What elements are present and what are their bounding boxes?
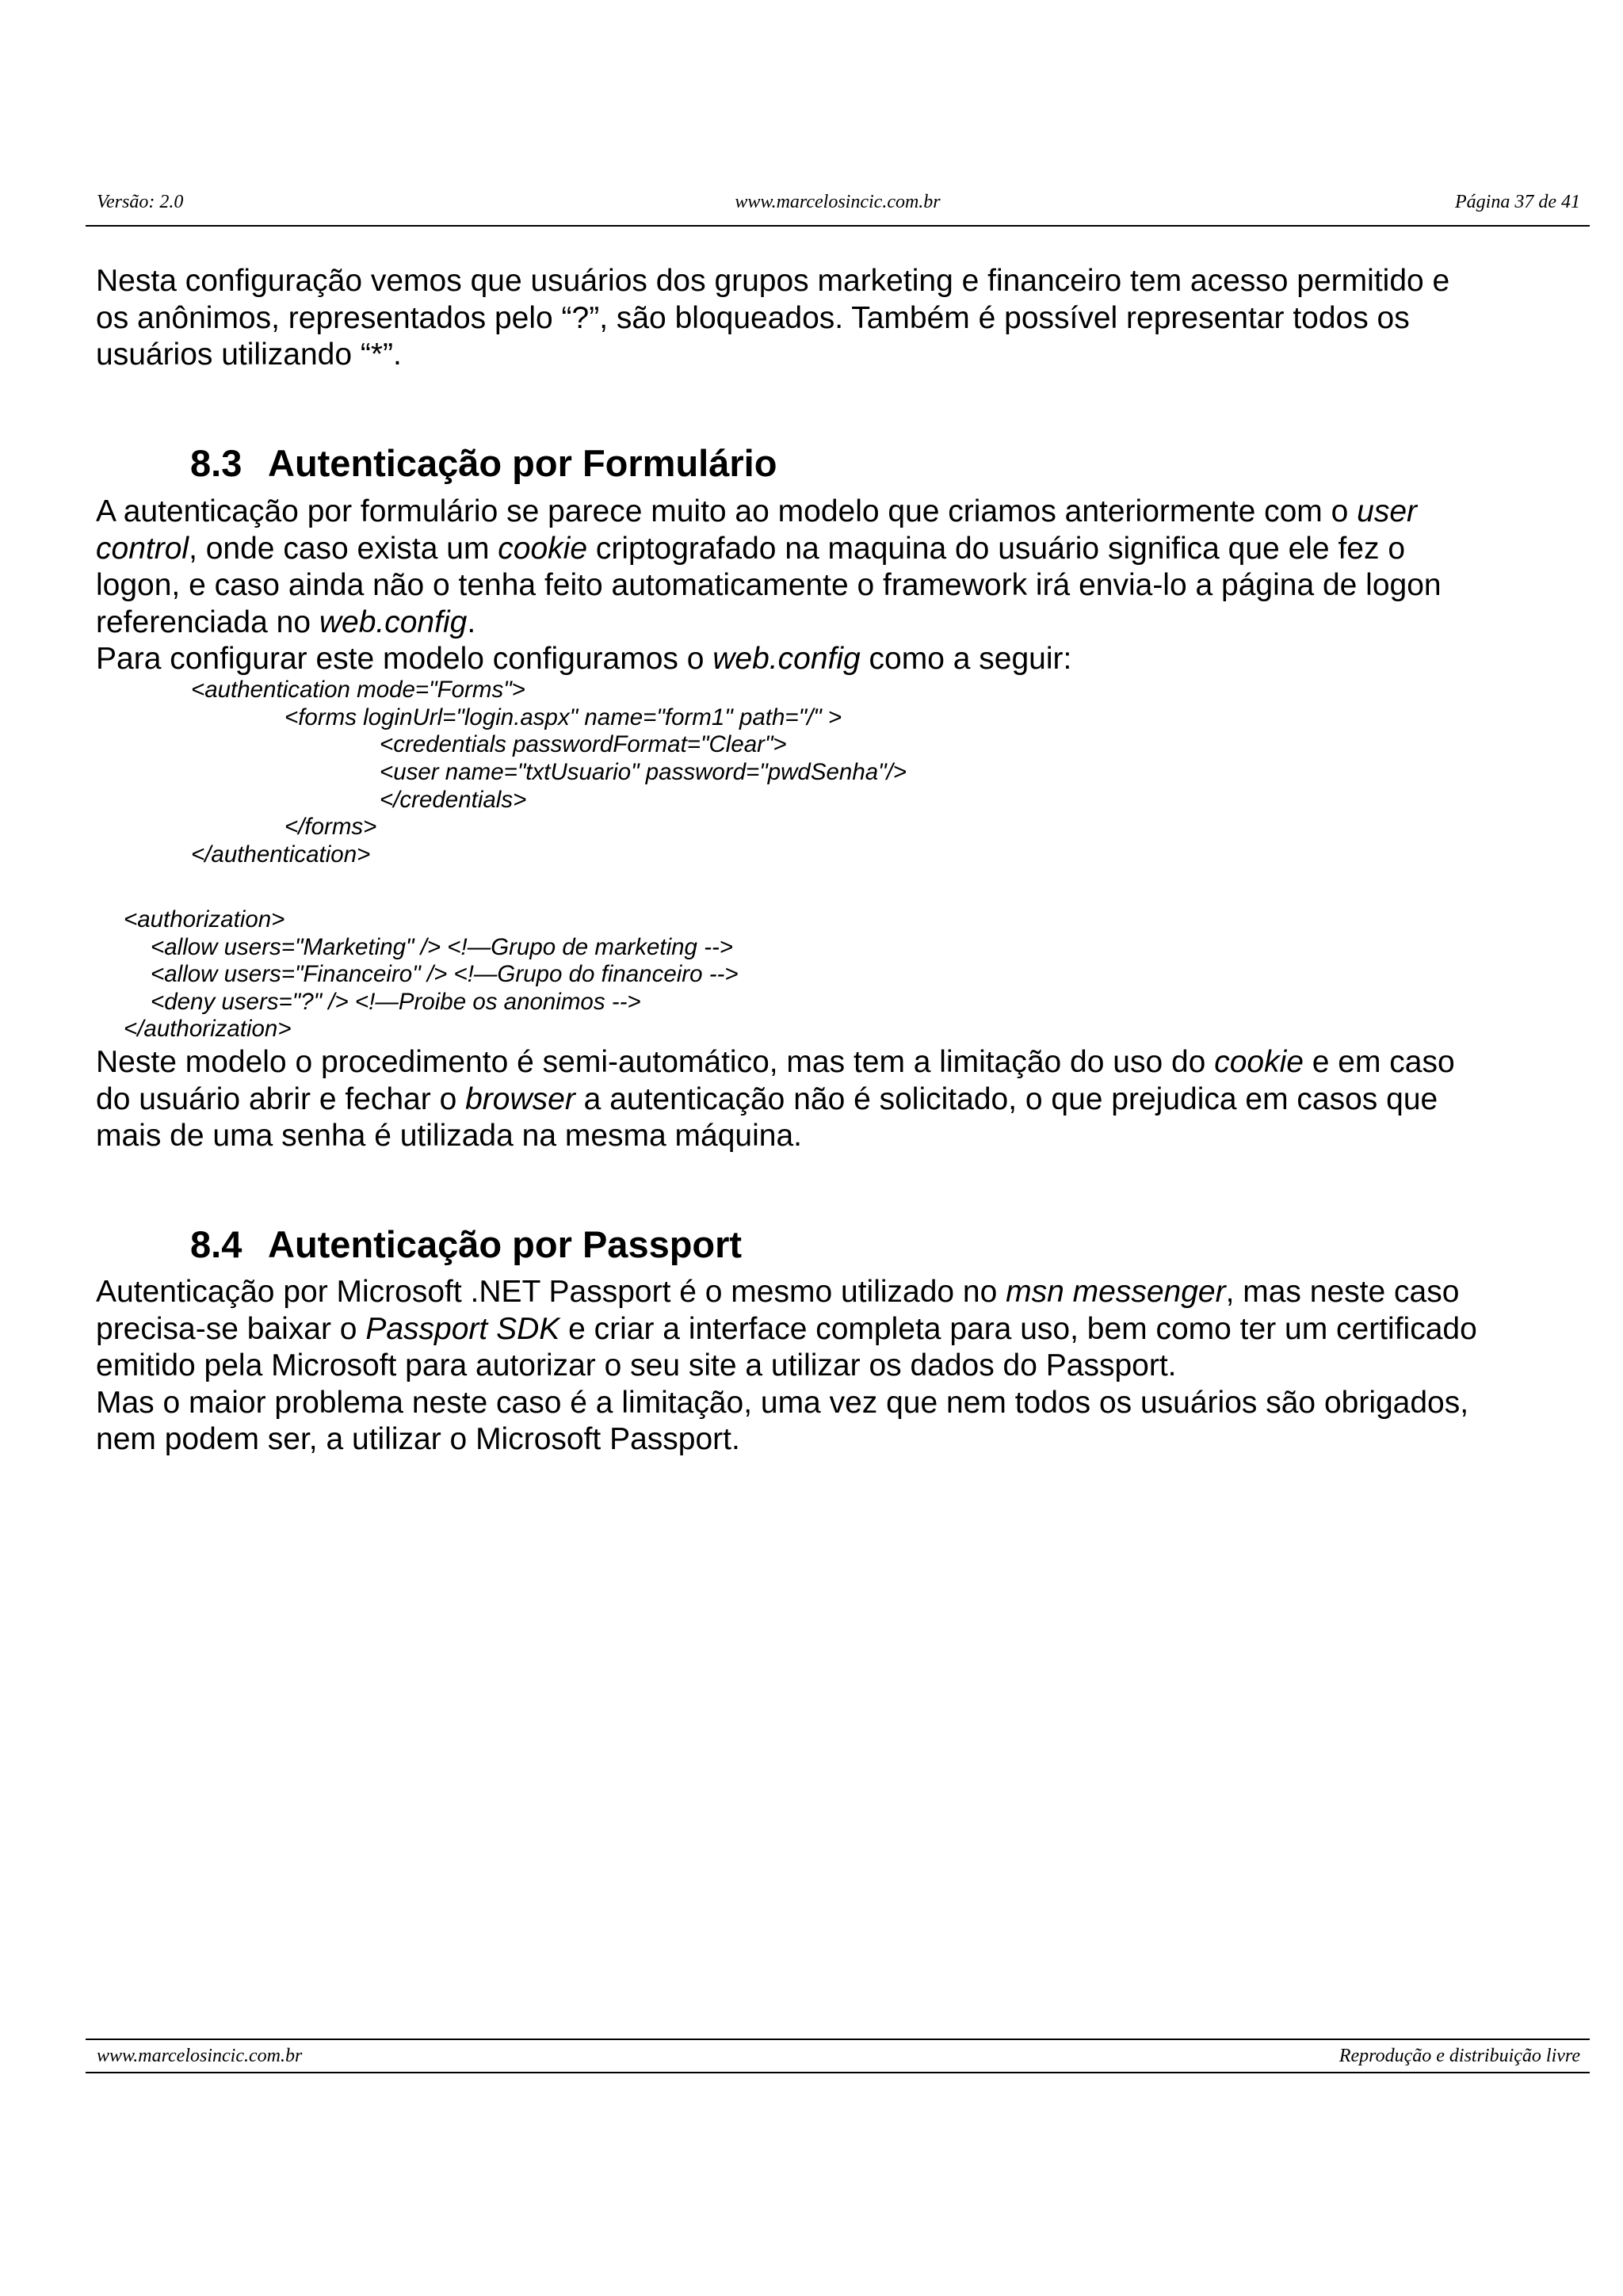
passport-paragraph <box>96 1274 1586 1459</box>
section-heading-8-4 <box>190 1222 742 1267</box>
italic-term: web.config <box>712 642 861 676</box>
paragraph-line <box>96 1311 1586 1348</box>
paragraph-line <box>96 605 1586 642</box>
text-run: e criar a interface completa para uso, bem como ter um certificado <box>559 1311 1477 1346</box>
italic-term: Passport SDK <box>365 1311 560 1346</box>
text-run: a autenticação não é solicitado, o que prejudica em casos que <box>575 1081 1438 1116</box>
text-run: referenciada no <box>96 605 319 639</box>
section-number: 8.3 <box>190 442 242 484</box>
text-run: como a seguir: <box>860 642 1072 676</box>
intro-line: os anônimos, representados pelo “?”, são bloqueados. Também é possível representar todos os <box>96 300 1410 335</box>
intro-paragraph <box>96 263 1586 374</box>
paragraph-line <box>96 531 1586 568</box>
italic-term: msn messenger <box>1006 1275 1226 1309</box>
text-run: A autenticação por formulário se parece muito ao modelo que criamos anteriormente com o <box>96 494 1358 528</box>
paragraph-line: emitido pela Microsoft para autorizar o seu site a utilizar os dados do Passport. <box>96 1348 1177 1383</box>
paragraph-line <box>96 494 1586 531</box>
paragraph-line: nem podem ser, a utilizar o Microsoft Passport. <box>96 1422 740 1456</box>
text-run: , mas neste caso <box>1225 1275 1460 1309</box>
code-line: </authentication> <box>191 841 371 868</box>
footer-rights: Reprodução e distribuição livre <box>1338 2046 1580 2066</box>
italic-term: web.config <box>319 605 468 639</box>
text-run: do usuário abrir e fechar o <box>96 1081 466 1116</box>
forms-auth-paragraph <box>96 494 1586 678</box>
italic-term: cookie <box>1214 1045 1304 1079</box>
paragraph-line: Mas o maior problema neste caso é a limitação, uma vez que nem todos os usuários são obrigados, <box>96 1385 1469 1420</box>
section-title: Autenticação por Formulário <box>268 442 777 484</box>
intro-line: Nesta configuração vemos que usuários dos grupos marketing e financeiro tem acesso permitido e <box>96 264 1450 298</box>
code-line: <authorization> <box>124 906 285 933</box>
code-line: <authentication mode="Forms"> <box>191 677 525 703</box>
text-run: Autenticação por Microsoft .NET Passport é o mesmo utilizado no <box>96 1275 1006 1309</box>
paragraph-line <box>96 1081 1586 1119</box>
text-run: , onde caso exista um <box>189 531 498 566</box>
italic-term: control <box>96 531 189 566</box>
section-number: 8.4 <box>190 1223 242 1265</box>
text-run: e em caso <box>1303 1045 1455 1079</box>
paragraph-line: mais de uma senha é utilizada na mesma máquina. <box>96 1119 802 1153</box>
forms-auth-limitations-paragraph <box>96 1044 1586 1155</box>
paragraph-line <box>96 641 1586 678</box>
page-footer <box>86 2039 1590 2073</box>
code-line: </authorization> <box>124 1016 292 1042</box>
footer-site: www.marcelosincic.com.br <box>97 2046 303 2066</box>
code-line: </credentials> <box>380 787 527 813</box>
text-run: criptografado na maquina do usuário significa que ele fez o <box>587 531 1406 566</box>
paragraph-line: logon, e caso ainda não o tenha feito automaticamente o framework irá envia-lo a página de logon <box>96 568 1442 602</box>
code-line: <deny users="?" /> <!—Proibe os anonimos --> <box>151 989 641 1015</box>
intro-line: usuários utilizando “*”. <box>96 338 402 372</box>
code-line: <forms loginUrl="login.aspx" name="form1" path="/" > <box>285 704 842 730</box>
italic-term: user <box>1357 494 1418 528</box>
text-run: Para configurar este modelo configuramos o <box>96 642 713 676</box>
header-page-number: Página 37 de 41 <box>1455 192 1580 212</box>
header-version: Versão: 2.0 <box>97 192 184 212</box>
text-run: Neste modelo o procedimento é semi-automático, mas tem a limitação do uso do <box>96 1045 1215 1079</box>
text-run: precisa-se baixar o <box>96 1311 366 1346</box>
code-line: <allow users="Marketing" /> <!—Grupo de marketing --> <box>151 934 734 960</box>
code-line: </forms> <box>285 814 377 840</box>
section-title: Autenticação por Passport <box>268 1223 743 1265</box>
paragraph-line <box>96 1274 1586 1311</box>
code-line: <user name="txtUsuario" password="pwdSenha"/> <box>380 759 907 785</box>
section-heading-8-3 <box>190 441 777 486</box>
page-header <box>86 190 1590 227</box>
italic-term: cookie <box>498 531 588 566</box>
paragraph-line <box>96 1044 1586 1081</box>
header-site: www.marcelosincic.com.br <box>735 192 941 212</box>
text-run: . <box>467 605 476 639</box>
code-line: <credentials passwordFormat="Clear"> <box>380 731 787 757</box>
code-line: <allow users="Financeiro" /> <!—Grupo do financeiro --> <box>151 961 739 987</box>
italic-term: browser <box>465 1081 575 1116</box>
